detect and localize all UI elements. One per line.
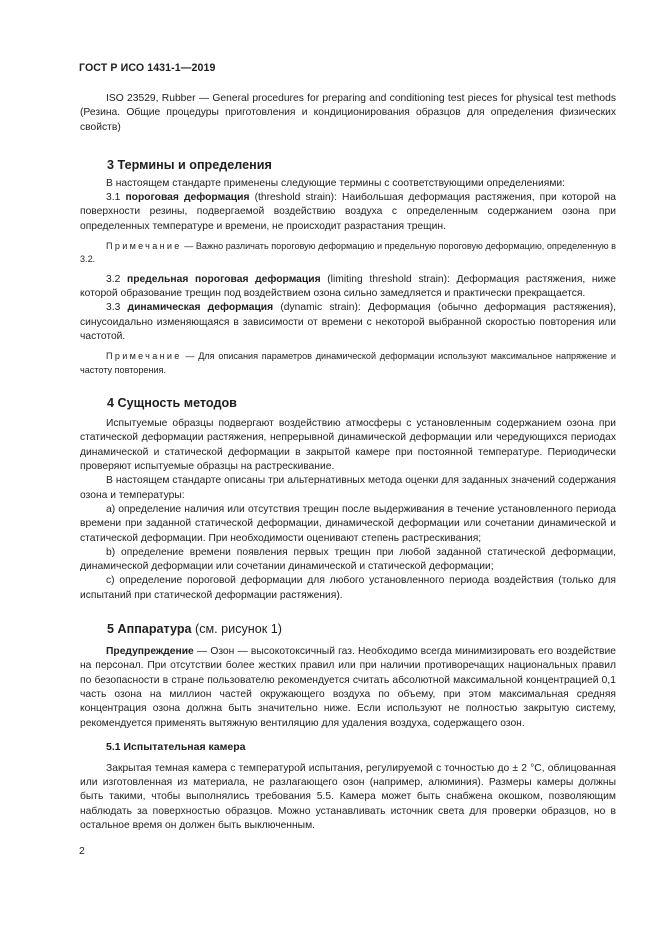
section-4-title: 4 Сущность методов — [107, 396, 237, 411]
warning-paragraph — [80, 645, 616, 731]
section-4-para-1: Испытуемые образцы подвергают воздействию атмосферы с установленным содержанием озона при статической деформации растяжения, непрерывной динамической деформации или чередующихся периодах динамической и статической деформации в закрытой камере при постоянной температуре. Периодически проверяют испытуемые образцы на растрескивание. — [80, 418, 616, 473]
note-text: — Для описания параметров динамической деформации используют максимальное напряжение и частоту повторения. — [80, 351, 616, 375]
section-3-title: 3 Термины и определения — [107, 157, 272, 172]
term-definition: (threshold strain): Наибольшая деформация растяжения, при которой на поверхности резины, подвергаемой воздействию воздуха с определенным содержанием озона при определенных температуре и времени, не происходит разрастания трещин. — [80, 192, 616, 232]
list-item-c: c) определение пороговой деформации для любого установленного периода воздействия (только для испытаний при статической деформации растяжения). — [80, 575, 616, 601]
document-header: ГОСТ Р ИСО 1431-1—2019 — [79, 62, 216, 74]
term-number: 3.2 — [106, 273, 121, 285]
term-3-1 — [80, 191, 616, 234]
subsection-5-1-text: Закрытая темная камера с температурой испытания, регулируемой с точностью до ± 2 °C, облицованная или изготовленная из материала, не разлагающего озон (например, алюминия). Размеры камеры должны быть такими, чтобы выполнялись требования 5.5. Камера может быть снабжена окошком, позволяющим наблюдать за поверхностью образцов. Можно устанавливать источник света для проверки образцов, но в остальное время он должен быть выключенным. — [80, 762, 616, 832]
section-5-figure-ref: (см. рисунок 1) — [191, 622, 282, 637]
term-3-3 — [80, 301, 616, 344]
document-body — [80, 92, 616, 833]
term-number: 3.3 — [106, 302, 121, 314]
term-number: 3.1 — [106, 192, 121, 204]
term-definition: (dynamic strain): Деформация (обычно деформация растяжения), синусоидально изменяющаяся в зависимости от времени с некоторой выбранной скоростью повторения или частотой. — [80, 302, 616, 343]
section-3-intro: В настоящем стандарте применены следующие термины с соответствующими определениями: — [106, 177, 566, 189]
subsection-5-1-title: 5.1 Испытательная камера — [106, 740, 246, 753]
list-item-b: b) определение времени появления первых трещин при любой заданной статической деформации, динамической деформации или сочетании динамической и статической деформации; — [80, 546, 616, 573]
note-label: Примечание — [106, 241, 182, 252]
note-2 — [80, 350, 616, 377]
page-number: 2 — [79, 845, 85, 857]
note-1 — [80, 240, 616, 267]
normative-reference: ISO 23529, Rubber — General procedures for preparing and conditioning test pieces for physical test methods (Резина. Общие процедуры приготовления и кондиционирования образцов для определения физических свойств) — [80, 93, 616, 133]
term-name: пороговая деформация — [125, 192, 250, 204]
term-3-2 — [80, 273, 616, 302]
section-5-title-text: 5 Аппаратура — [107, 622, 192, 637]
term-name: динамическая деформация — [127, 302, 274, 314]
term-name: предельная пороговая деформация — [127, 273, 321, 285]
list-item-a: a) определение наличия или отсутствия трещин после выдерживания в течение установленного периода времени при заданной статической деформации, динамической деформации или сочетании динамической и статической деформации. При необходимости оценивают степень растрескивания; — [80, 503, 616, 544]
section-4-para-2: В настоящем стандарте описаны три альтернативных метода оценки для заданных значений содержания озона и температуры: — [80, 475, 616, 501]
note-label: Примечание — [106, 351, 182, 362]
warning-text: — Озон — высокотоксичный газ. Необходимо всегда минимизировать его воздействие на персонал. При отсутствии более жестких правил или при наличии противоречащих национальных правил по безопасности в стране пользователю рекомендуется считать абсолютной максимальной концентрацией 0,1 часть озона на миллион частей окружающего воздуха по объему, при этом максимальная средняя концентрация озона должна быть значительно ниже. Если используют не полностью закрытую систему, рекомендуется применять вытяжную вентиляцию для удаления воздуха, содержащего озон. — [80, 646, 616, 729]
warning-label: Предупреждение — [106, 646, 194, 658]
note-text: — Важно различать пороговую деформацию и предельную пороговую деформацию, определенную в 3.2. — [80, 241, 616, 265]
section-5-title — [80, 621, 616, 637]
term-definition: (limiting threshold strain): Деформация растяжения, ниже которой образование трещин под воздействием озона сильно замедляется и практически прекращается. — [80, 273, 616, 300]
